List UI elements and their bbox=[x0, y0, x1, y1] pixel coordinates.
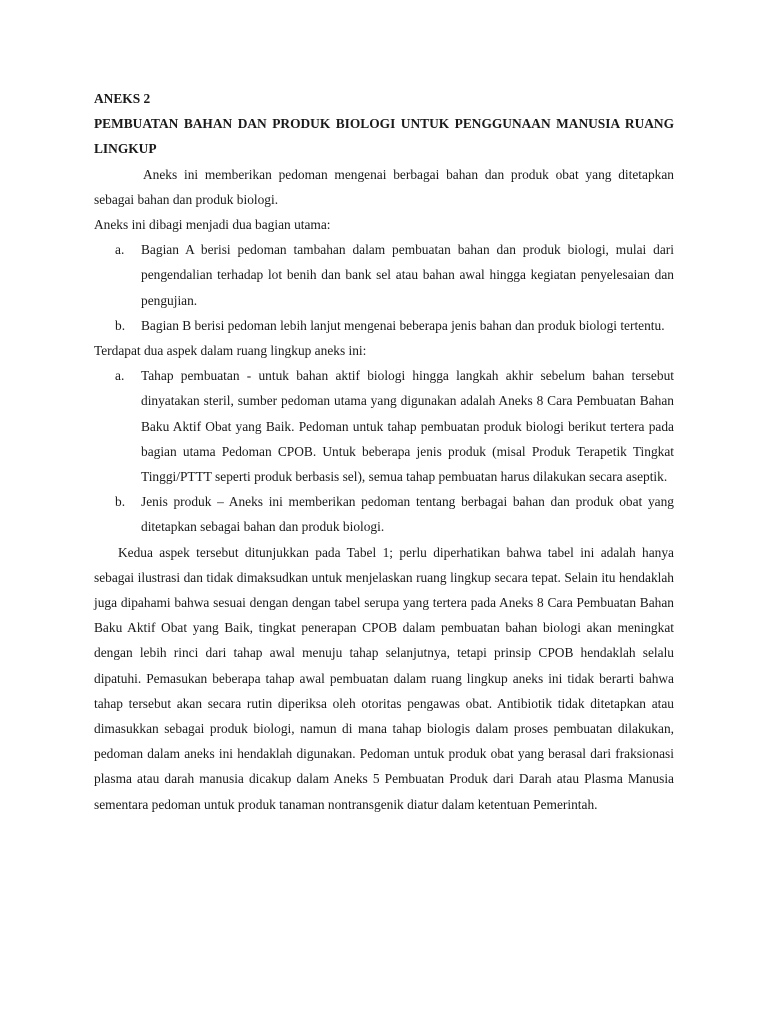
list-item bbox=[94, 313, 674, 338]
list-item bbox=[94, 489, 674, 539]
list-marker: b. bbox=[115, 317, 126, 333]
list-item bbox=[94, 363, 674, 489]
list-marker: a. bbox=[115, 368, 125, 384]
list-item-text: Jenis produk – Aneks ini memberikan pedoman tentang berbagai bahan dan produk obat yang ditetapkan sebagai bahan dan produk biologi. bbox=[141, 494, 674, 535]
list-marker: b. bbox=[115, 494, 126, 510]
closing-paragraph: Kedua aspek tersebut ditunjukkan pada Tabel 1; perlu diperhatikan bahwa tabel ini adalah hanya sebagai ilustrasi dan tidak dimaksudkan untuk menjelaskan ruang lingkup secara tepat. Selain itu hendaklah juga dipahami bahwa sesuai dengan dengan tabel serupa yang tertera pada Aneks 8 Cara Pembuatan Bahan Baku Aktif Obat yang Baik, tingkat penerapan CPOB dalam pembuatan bahan biologi akan meningkat dengan lebih rinci dari tahap awal menuju tahap selanjutnya, tetapi prinsip CPOB hendaklah selalu dipatuhi. Pemasukan beberapa tahap awal pembuatan dalam ruang lingkup aneks ini tidak berarti bahwa tahap tersebut akan secara rutin diperiksa oleh otoritas pengawas obat. Antibiotik tidak ditetapkan atau dimasukkan sebagai produk biologi, namun di mana tahap biologis dalam proses pembuatan dilakukan, pedoman dalam aneks ini hendaklah digunakan. Pedoman untuk produk obat yang berasal dari fraksionasi plasma atau darah manusia dicakup dalam Aneks 5 Pembuatan Produk dari Darah atau Plasma Manusia sementara pedoman untuk produk tanaman nontransgenik diatur dalam ketentuan Pemerintah. bbox=[94, 544, 674, 812]
division-list bbox=[94, 237, 674, 338]
list-item bbox=[94, 237, 674, 313]
scope-intro: Terdapat dua aspek dalam ruang lingkup aneks ini: bbox=[94, 343, 367, 359]
list-marker: a. bbox=[115, 242, 125, 258]
annex-label: ANEKS 2 bbox=[94, 91, 151, 106]
intro-paragraph: Aneks ini memberikan pedoman mengenai berbagai bahan dan produk obat yang ditetapkan sebagai bahan dan produk biologi. bbox=[94, 166, 674, 207]
list-item-text: Bagian B berisi pedoman lebih lanjut mengenai beberapa jenis bahan dan produk biologi tertentu. bbox=[141, 317, 665, 333]
list-item-text: Tahap pembuatan - untuk bahan aktif biologi hingga langkah akhir sebelum bahan tersebut dinyatakan steril, sumber pedoman utama yang digunakan adalah Aneks 8 Cara Pembuatan Bahan Baku Aktif Obat yang Baik. Pedoman untuk tahap pembuatan produk biologi berikut tertera pada bagian utama Pedoman CPOB. Untuk beberapa jenis produk (misal Produk Terapetik Tingkat Tinggi/PTTT seperti produk berbasis sel), semua tahap pembuatan harus dilakukan secara aseptik. bbox=[141, 368, 674, 485]
scope-list bbox=[94, 363, 674, 539]
document-title: PEMBUATAN BAHAN DAN PRODUK BIOLOGI UNTUK PENGGUNAAN MANUSIA RUANG LINGKUP bbox=[94, 116, 674, 157]
division-intro: Aneks ini dibagi menjadi dua bagian utama: bbox=[94, 217, 331, 233]
document-page bbox=[94, 86, 674, 817]
list-item-text: Bagian A berisi pedoman tambahan dalam pembuatan bahan dan produk biologi, mulai dari pengendalian terhadap lot benih dan bank sel atau bahan awal hingga kegiatan penyelesaian dan pengujian. bbox=[141, 242, 674, 308]
